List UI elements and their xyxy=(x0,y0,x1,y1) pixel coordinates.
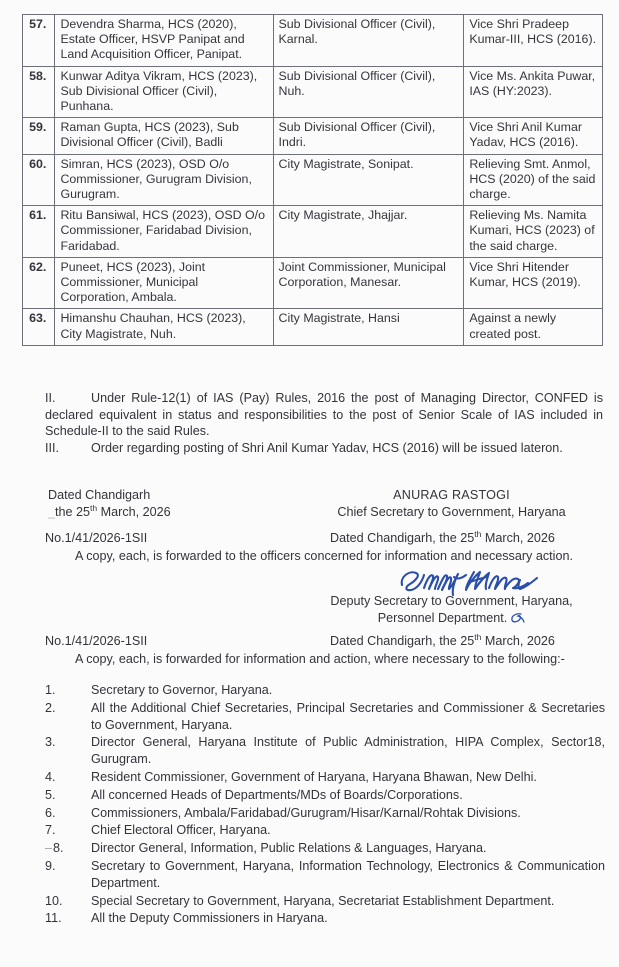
clause-three-text: Order regarding posting of Shri Anil Kumar Yadav, HCS (2016) will be issued lateron. xyxy=(91,441,563,455)
table-row xyxy=(23,15,603,67)
row-posting-on-transfer: City Magistrate, Jhajjar. xyxy=(273,206,464,258)
row-officer-detail: Puneet, HCS (2023), Joint Commissioner, Municipal Corporation, Ambala. xyxy=(55,257,273,309)
ink-flourish-mark-icon xyxy=(509,612,525,624)
dated-place-line: Dated Chandigarh xyxy=(48,488,151,502)
row-officer-detail: Raman Gupta, HCS (2023), Sub Divisional Officer (Civil), Badli xyxy=(55,118,273,154)
list-item xyxy=(45,734,605,768)
list-item-label: All concerned Heads of Departments/MDs of Boards/Corporations. xyxy=(91,787,463,802)
recipient-list xyxy=(45,682,605,928)
row-serial-number: 58. xyxy=(23,66,55,118)
postings-table xyxy=(22,14,603,346)
endorsement-two-date-suffix: March, 2026 xyxy=(481,634,555,648)
row-remarks: Vice Ms. Ankita Puwar, IAS (HY:2023). xyxy=(464,66,603,118)
list-item-label: Chief Electoral Officer, Haryana. xyxy=(91,823,271,838)
list-item-label: Resident Commissioner, Government of Haryana, Haryana Bhawan, New Delhi. xyxy=(91,769,537,784)
deputy-secretary-signatory-block xyxy=(300,593,603,627)
list-item-number: 7. xyxy=(45,823,56,838)
row-posting-on-transfer: City Magistrate, Hansi xyxy=(273,309,464,345)
endorsement-one-body xyxy=(45,548,603,565)
list-item xyxy=(45,893,605,910)
list-item-label: All the Additional Chief Secretaries, Principal Secretaries and Commissioner & Secretaries to Government, Haryana. xyxy=(91,700,605,732)
row-officer-detail: Devendra Sharma, HCS (2020), Estate Officer, HSVP Panipat and Land Acquisition Officer, Panipat. xyxy=(55,15,273,67)
row-remarks: Vice Shri Hitender Kumar, HCS (2019). xyxy=(464,257,603,309)
list-item-label: Special Secretary to Government, Haryana, Secretariat Establishment Department. xyxy=(91,893,555,908)
list-item-number: 4. xyxy=(45,769,56,784)
list-item-number: 1. xyxy=(45,683,56,697)
clause-three xyxy=(45,440,603,457)
row-serial-number: 60. xyxy=(23,154,55,206)
dated-date-prefix: the 25 xyxy=(55,505,91,519)
postings-table-body xyxy=(23,15,603,346)
list-item-number: 6. xyxy=(45,805,56,820)
signatory-designation: Chief Secretary to Government, Haryana xyxy=(337,505,566,519)
row-officer-detail: Himanshu Chauhan, HCS (2023), City Magistrate, Nuh. xyxy=(55,309,273,345)
handwritten-signature xyxy=(396,566,546,596)
clause-three-number: III. xyxy=(45,441,59,455)
list-item-number: – 8. xyxy=(45,840,91,857)
clause-two-text: Under Rule-12(1) of IAS (Pay) Rules, 2016 the post of Managing Director, CONFED is declared equivalent in status and responsibilities to the post of Senior Scale of IAS included in Schedule-II to the said Rules. xyxy=(45,391,603,439)
endorsement-two-date-ordinal: th xyxy=(474,631,482,642)
row-remarks: Relieving Smt. Anmol, HCS (2020) of the said charge. xyxy=(464,154,603,206)
endorsement-two-body xyxy=(45,651,603,668)
list-item xyxy=(45,769,605,786)
row-posting-on-transfer: Sub Divisional Officer (Civil), Nuh. xyxy=(273,66,464,118)
list-item-label: Director General, Haryana Institute of Public Administration, HIPA Complex, Sector18, Gurugram. xyxy=(91,735,605,767)
list-item-number: 11. xyxy=(45,911,62,926)
table-row xyxy=(23,309,603,345)
list-item-label: Director General, Information, Public Relations & Languages, Haryana. xyxy=(91,841,487,856)
row-serial-number: 63. xyxy=(23,309,55,345)
list-item-label: Secretary to Government, Haryana, Information Technology, Electronics & Communication Department. xyxy=(91,858,605,890)
endorsement-two-date xyxy=(330,631,555,648)
row-officer-detail: Ritu Bansiwal, HCS (2023), OSD O/o Commissioner, Faridabad Division, Faridabad. xyxy=(55,206,273,258)
list-item-number: 3. xyxy=(45,735,56,750)
dated-date-ordinal: th xyxy=(90,502,98,513)
list-item-label: All the Deputy Commissioners in Haryana. xyxy=(91,911,328,926)
table-row xyxy=(23,154,603,206)
row-remarks: Against a newly created post. xyxy=(464,309,603,345)
row-officer-detail: Simran, HCS (2023), OSD O/o Commissioner, Gurugram Division, Gurugram. xyxy=(55,154,273,206)
endorsement-one-date-prefix: Dated Chandigarh, the 25 xyxy=(330,531,475,545)
deputy-secretary-designation-line-one: Deputy Secretary to Government, Haryana, xyxy=(330,594,573,608)
scan-artifact-underscore: _ xyxy=(48,505,56,519)
dated-place-block xyxy=(48,487,171,521)
dated-date-suffix: March, 2026 xyxy=(97,505,171,519)
list-item xyxy=(45,682,605,699)
signatory-name: ANURAG RASTOGI xyxy=(393,488,510,502)
row-serial-number: 61. xyxy=(23,206,55,258)
endorsement-one-text: A copy, each, is forwarded to the officers concerned for information and necessary action. xyxy=(75,549,573,563)
endorsement-one-date-suffix: March, 2026 xyxy=(481,531,555,545)
deputy-secretary-department: Personnel Department. xyxy=(377,611,508,625)
table-row xyxy=(23,66,603,118)
row-serial-number: 59. xyxy=(23,118,55,154)
table-row xyxy=(23,206,603,258)
row-remarks: Relieving Ms. Namita Kumari, HCS (2023) of the said charge. xyxy=(464,206,603,258)
row-remarks: Vice Shri Pradeep Kumar-III, HCS (2016). xyxy=(464,15,603,67)
endorsement-one-date xyxy=(330,528,555,545)
endorsement-one-date-ordinal: th xyxy=(474,528,482,539)
row-posting-on-transfer: Joint Commissioner, Municipal Corporation, Manesar. xyxy=(273,257,464,309)
list-item xyxy=(45,700,605,734)
list-item xyxy=(45,787,605,804)
list-item xyxy=(45,840,605,857)
endorsement-two-text: A copy, each, is forwarded for information and action, where necessary to the following:- xyxy=(75,652,565,666)
list-item-number: 5. xyxy=(45,787,56,802)
list-item xyxy=(45,805,605,822)
clause-two xyxy=(45,390,603,440)
list-item xyxy=(45,910,605,927)
list-item xyxy=(45,822,605,839)
list-item-number: 2. xyxy=(45,700,56,715)
table-row xyxy=(23,118,603,154)
list-item xyxy=(45,858,605,892)
row-officer-detail: Kunwar Aditya Vikram, HCS (2023), Sub Divisional Officer (Civil), Punhana. xyxy=(55,66,273,118)
chief-secretary-signatory-block xyxy=(300,487,603,521)
endorsement-two-reference-number: No.1/41/2026-1SII xyxy=(45,634,148,648)
row-remarks: Vice Shri Anil Kumar Yadav, HCS (2016). xyxy=(464,118,603,154)
list-item-label: Secretary to Governor, Haryana. xyxy=(91,683,273,697)
list-item-number: 9. xyxy=(45,858,56,873)
row-serial-number: 57. xyxy=(23,15,55,67)
row-posting-on-transfer: City Magistrate, Sonipat. xyxy=(273,154,464,206)
list-item-number: 10. xyxy=(45,893,63,908)
endorsement-one-reference-number: No.1/41/2026-1SII xyxy=(45,531,148,545)
row-serial-number: 62. xyxy=(23,257,55,309)
endorsement-two-date-prefix: Dated Chandigarh, the 25 xyxy=(330,634,475,648)
row-posting-on-transfer: Sub Divisional Officer (Civil), Karnal. xyxy=(273,15,464,67)
list-item-label: Commissioners, Ambala/Faridabad/Gurugram/Hisar/Karnal/Rohtak Divisions. xyxy=(91,805,521,820)
clause-two-number: II. xyxy=(45,391,56,405)
table-row xyxy=(23,257,603,309)
dated-date-line xyxy=(48,504,171,521)
row-posting-on-transfer: Sub Divisional Officer (Civil), Indri. xyxy=(273,118,464,154)
deputy-secretary-designation-line-two xyxy=(300,610,603,627)
